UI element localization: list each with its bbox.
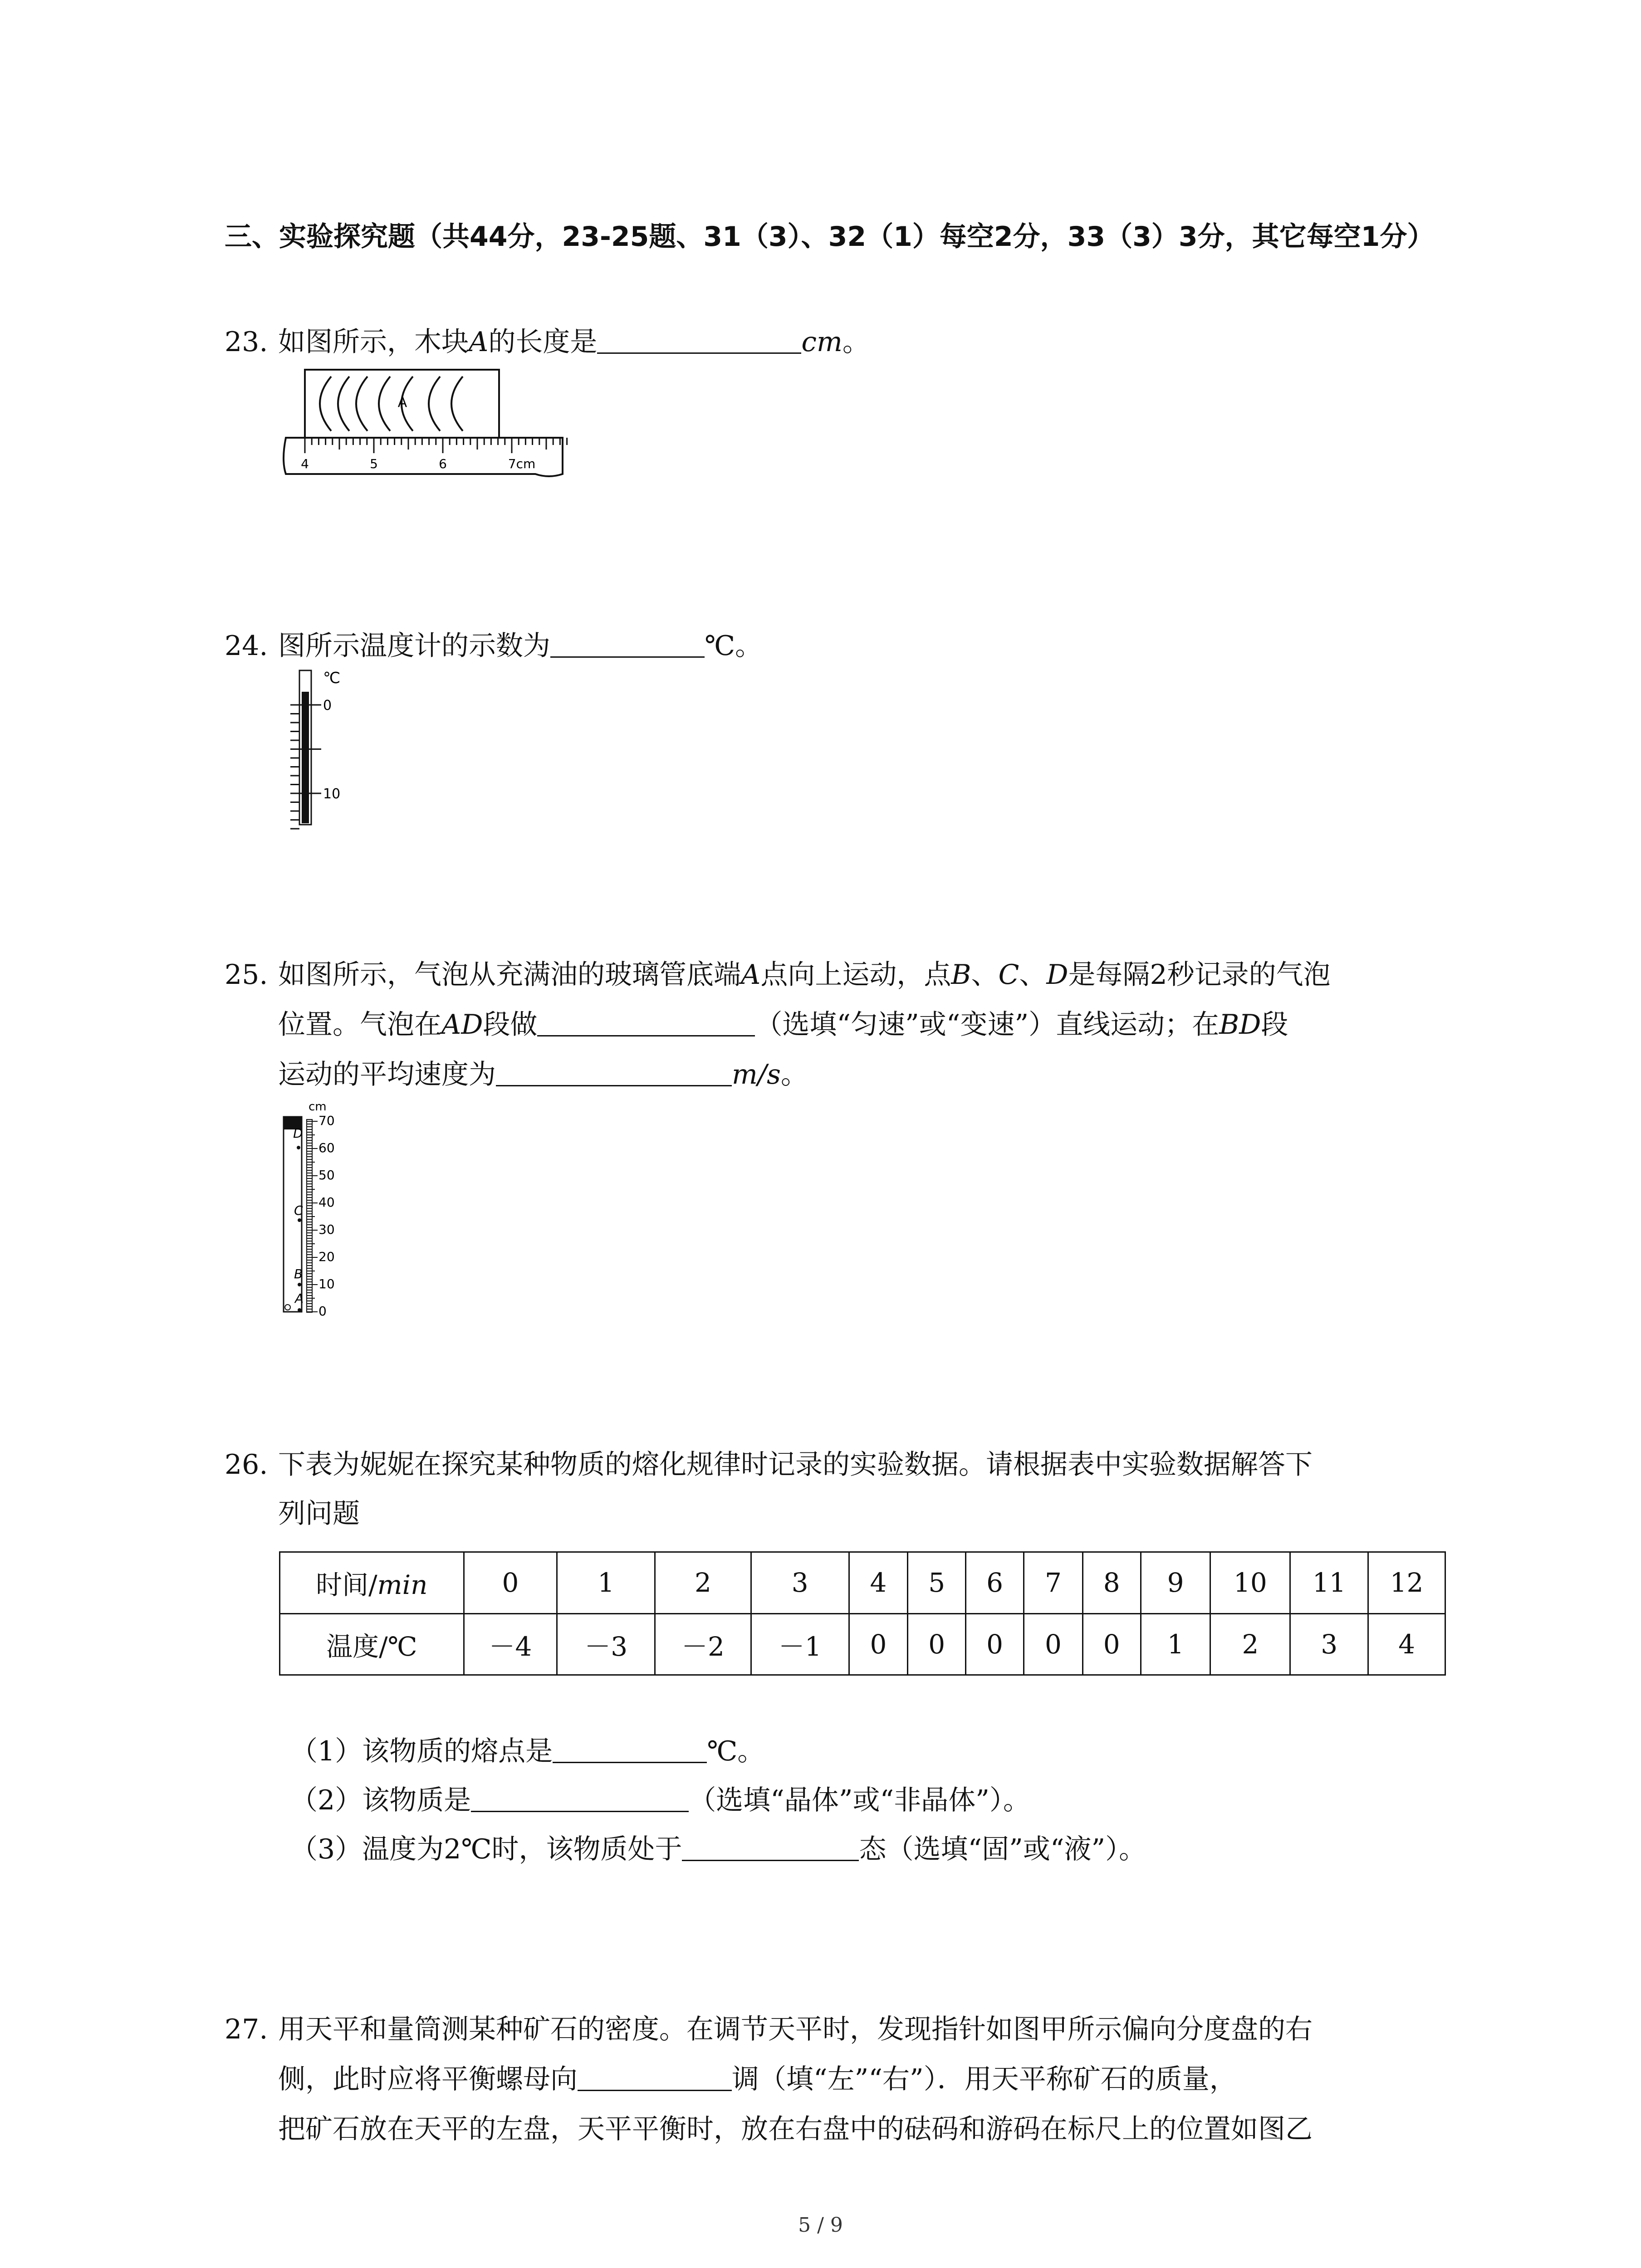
answer-blank[interactable] — [550, 629, 705, 658]
liquid-column — [302, 692, 309, 823]
temp-cell: 2 — [1210, 1613, 1290, 1675]
unit-label: ℃ — [323, 669, 341, 687]
time-cell: 2 — [655, 1552, 751, 1614]
time-cell: 0 — [464, 1552, 557, 1614]
question-number: 25. — [225, 959, 268, 991]
answer-blank[interactable] — [471, 1784, 689, 1812]
table-row — [280, 1613, 1445, 1675]
question-26-sub-3: （3）温度为2℃时，该物质处于 态（选填“固”或“液”）。 — [290, 1833, 1146, 1865]
question-26-sub-1: （1）该物质的熔点是 ℃。 — [290, 1735, 765, 1767]
bubble-tube-figure — [277, 1098, 367, 1325]
scale-70: 70 — [318, 1113, 335, 1128]
temp-cell: 3 — [1290, 1613, 1368, 1675]
scale-0: 0 — [318, 1304, 327, 1319]
time-cell: 1 — [557, 1552, 655, 1614]
answer-blank[interactable] — [597, 325, 801, 354]
answer-blank[interactable] — [537, 1008, 755, 1036]
time-cell: 10 — [1210, 1552, 1290, 1614]
question-23: 23. 如图所示，木块A的长度是 cm。 — [225, 318, 870, 367]
point-B: B — [294, 1266, 303, 1281]
bubble — [285, 1305, 290, 1310]
temp-cell: 0 — [966, 1613, 1024, 1675]
tick-7: 7cm — [508, 456, 536, 471]
point-C: C — [294, 1203, 303, 1218]
temp-cell: －4 — [464, 1613, 557, 1675]
time-cell: 3 — [751, 1552, 849, 1614]
row-header-time: 时间/min — [280, 1552, 464, 1614]
point-A: A — [295, 1291, 304, 1306]
temp-cell: －3 — [557, 1613, 655, 1675]
answer-blank[interactable] — [682, 1833, 859, 1861]
question-24: 24. 图所示温度计的示数为 ℃。 — [225, 621, 762, 670]
ruler-figure — [277, 363, 572, 485]
tick-6: 6 — [439, 456, 447, 471]
time-cell: 8 — [1083, 1552, 1141, 1614]
scale-10: 10 — [318, 1276, 335, 1291]
label-0: 0 — [323, 698, 332, 714]
time-cell: 11 — [1290, 1552, 1368, 1614]
answer-blank[interactable] — [578, 2063, 732, 2091]
time-cell: 4 — [849, 1552, 908, 1614]
temp-cell: 0 — [908, 1613, 966, 1675]
section-title: 三、实验探究题（共44分，23-25题、31（3）、32（1）每空2分，33（3）3分，其它每空1分） — [225, 221, 1435, 253]
time-cell: 7 — [1024, 1552, 1083, 1614]
scale-20: 20 — [318, 1249, 335, 1264]
time-cell: 9 — [1141, 1552, 1210, 1614]
question-26-line-1: 26. 下表为妮妮在探究某种物质的熔化规律时记录的实验数据。请根据表中实验数据解答下 — [225, 1440, 1313, 1489]
temp-cell: 4 — [1368, 1613, 1445, 1675]
question-number: 27. — [225, 2014, 268, 2045]
point-D: D — [293, 1126, 303, 1141]
question-27-line-1: 27. 用天平和量筒测某种矿石的密度。在调节天平时，发现指针如图甲所示偏向分度盘的右 — [225, 2005, 1313, 2054]
unit-label: cm — [309, 1100, 327, 1114]
time-cell: 5 — [908, 1552, 966, 1614]
temp-cell: －2 — [655, 1613, 751, 1675]
question-27-line-3: 把矿石放在天平的左盘，天平平衡时，放在右盘中的砝码和游码在标尺上的位置如图乙 — [278, 2113, 1313, 2145]
scale-60: 60 — [318, 1140, 335, 1155]
time-cell: 12 — [1368, 1552, 1445, 1614]
label-10: 10 — [323, 786, 341, 802]
temp-cell: 0 — [849, 1613, 908, 1675]
block-label: A — [397, 395, 407, 411]
answer-blank[interactable] — [553, 1735, 707, 1763]
question-26-line-2: 列问题 — [278, 1498, 360, 1530]
question-26-sub-2: （2）该物质是 （选填“晶体”或“非晶体”）。 — [290, 1784, 1030, 1816]
temp-cell: －1 — [751, 1613, 849, 1675]
answer-blank[interactable] — [496, 1058, 732, 1086]
tick-4: 4 — [301, 456, 309, 471]
page-number: 5 / 9 — [798, 2214, 843, 2237]
temp-cell: 0 — [1024, 1613, 1083, 1675]
scale-30: 30 — [318, 1222, 335, 1237]
question-25-line-1: 25. 如图所示，气泡从充满油的玻璃管底端A点向上运动，点B、C、D是每隔2秒记录的气泡 — [225, 950, 1331, 999]
question-25-line-2: 位置。气泡在AD段做 （选填“匀速”或“变速”）直线运动；在BD段 — [278, 1009, 1288, 1041]
question-number: 26. — [225, 1449, 268, 1481]
table-row — [280, 1552, 1445, 1614]
time-cell: 6 — [966, 1552, 1024, 1614]
melting-data-table — [279, 1551, 1446, 1676]
tick-5: 5 — [370, 456, 378, 471]
scale-50: 50 — [318, 1168, 335, 1183]
row-header-temperature: 温度/℃ — [280, 1613, 464, 1675]
question-number: 24. — [225, 630, 268, 662]
thermometer-figure — [281, 667, 372, 830]
temp-cell: 0 — [1083, 1613, 1141, 1675]
temp-cell: 1 — [1141, 1613, 1210, 1675]
question-number: 23. — [225, 326, 268, 358]
scale-40: 40 — [318, 1195, 335, 1210]
question-25-line-3: 运动的平均速度为 m/s。 — [278, 1059, 808, 1090]
question-27-line-2: 侧，此时应将平衡螺母向 调（填“左”“右”）．用天平称矿石的质量， — [278, 2063, 1237, 2095]
